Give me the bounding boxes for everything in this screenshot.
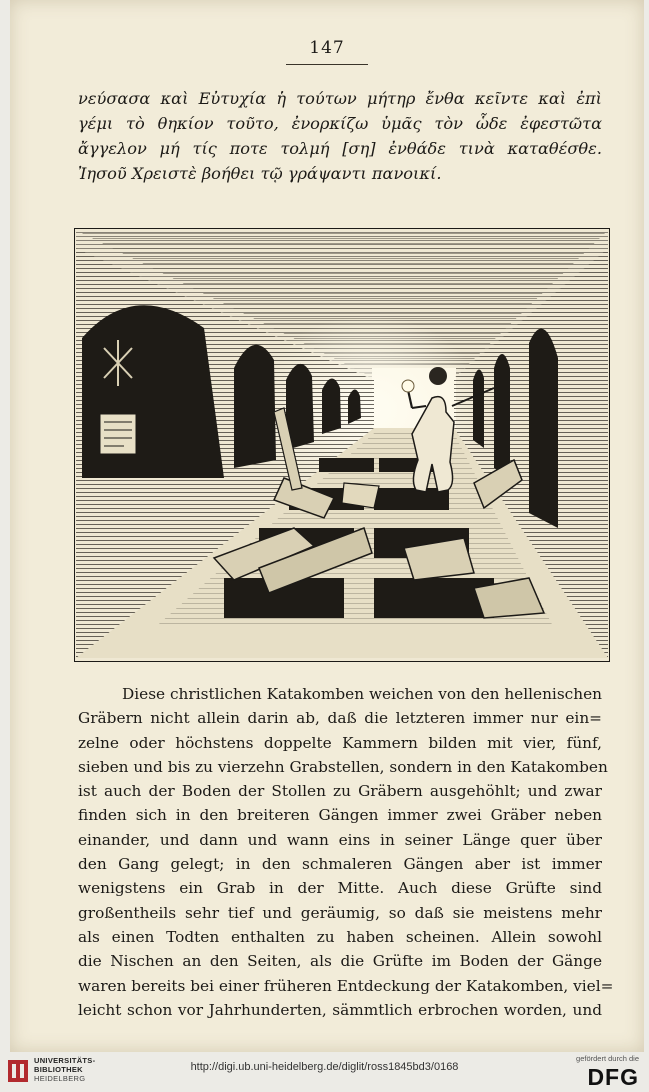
text-line: waren bereits bei einer früheren Entdeckung der Katakomben, viel= <box>78 976 614 995</box>
funding-note: gefördert durch die <box>576 1054 639 1063</box>
text-line: Diese christlichen Katakomben weichen von den hellenischen <box>122 685 602 703</box>
text-line: großentheils sehr tief und geräumig, so daß sie meistens mehr <box>78 903 602 922</box>
greek-line: νεύσασα καὶ Εὐτυχία ἡ τούτων μήτηρ ἔνθα κεῖντε καὶ ἐπὶ <box>78 89 602 108</box>
greek-line: γέμι τὸ θηκίον τοῦτο, ἐνορκίζω ὑμᾶς τὸν ὧδε ἐφεστῶτα <box>78 114 602 133</box>
page-number: 147 <box>309 38 345 58</box>
text-line: sieben und bis zu vierzehn Grabstellen, sondern in den Katakomben <box>78 757 608 776</box>
text-line: zelne oder höchstens doppelte Kammern bilden mit vier, fünf, <box>78 733 602 752</box>
source-url-link[interactable]: http://digi.ub.uni-heidelberg.de/diglit/ross1845bd3/0168 <box>190 1061 459 1073</box>
greek-line: Ἰησοῦ Χρειστὲ βοήθει τῷ γράψαντι πανοικί. <box>78 164 442 183</box>
text-line: Gräbern nicht allein darin ab, daß die letzteren immer nur ein= <box>78 709 602 728</box>
library-name-line: HEIDELBERG <box>34 1074 86 1083</box>
library-name-line: UNIVERSITÄTS- <box>34 1056 96 1065</box>
text-line: wenigstens ein Grab in der Mitte. Auch diese Grüfte sind <box>78 879 602 898</box>
header-rule <box>286 64 368 65</box>
body-text <box>78 682 614 1022</box>
book-page <box>10 0 644 1052</box>
dfg-logo[interactable]: DFG <box>587 1064 639 1090</box>
greek-inscription <box>78 86 602 186</box>
library-name-line: BIBLIOTHEK <box>34 1065 83 1074</box>
catacomb-corridor-engraving <box>74 228 610 662</box>
text-line: leicht schon vor Jahrhunderten, sämmtlich erbrochen worden, und <box>78 1000 602 1019</box>
text-line: ist auch der Boden der Stollen zu Gräbern ausgehöhlt; und zwar <box>78 782 602 801</box>
text-line: die Nischen an den Seiten, als die Grüfte im Boden der Gänge <box>78 952 602 971</box>
text-line: finden sich in den breiteren Gängen immer zwei Gräber neben <box>78 806 602 825</box>
text-line: einander, und dann und wann eins in seiner Länge quer über <box>78 830 602 849</box>
greek-line: ἄγγελον μή τίς ποτε τολμή [ση] ἐνθάδε τινὰ καταθέσθε. <box>78 139 602 158</box>
text-line: als einen Todten enthalten zu haben scheinen. Allein sowohl <box>78 927 602 946</box>
text-line: den Gang gelegt; in den schmaleren Gängen aber ist immer <box>78 855 602 874</box>
